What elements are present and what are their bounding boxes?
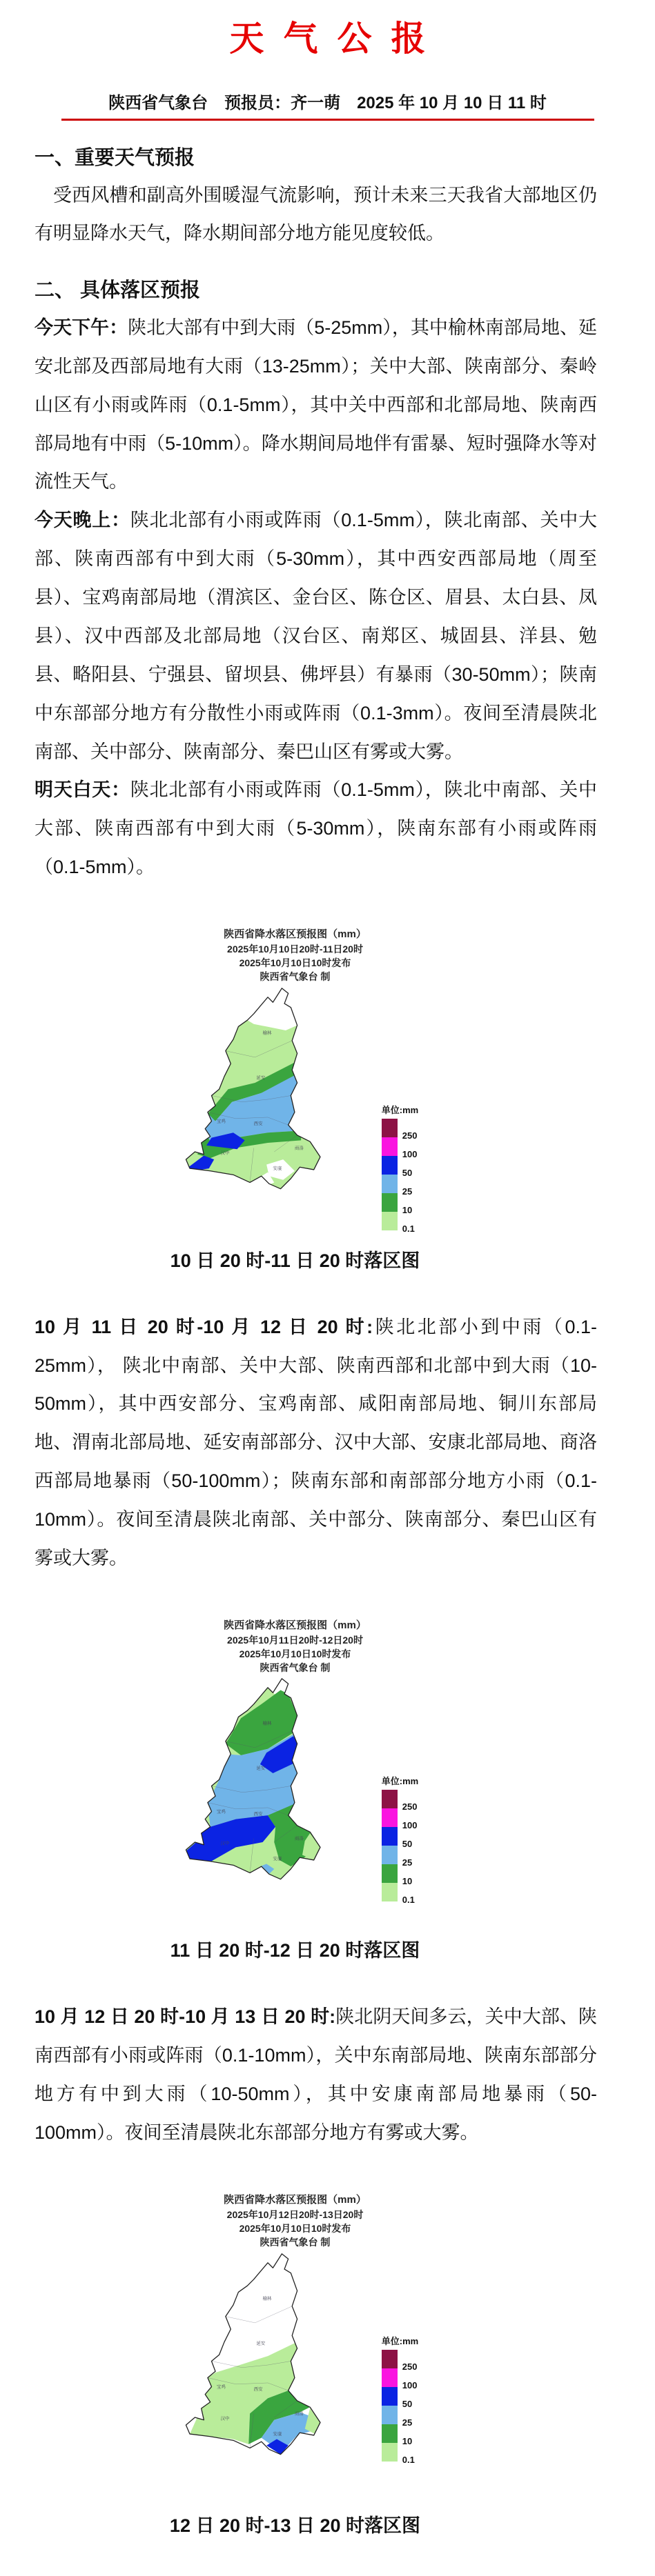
paragraph-text: 陕北北部有小雨或阵雨（0.1-5mm），陕北南部、关中大部、陕南西部有中到大雨（5-30mm），其中西安西部局地（周至县）、宝鸡南部局地（渭滨区、金台区、陈仓区、眉县、太白县、凤县）、汉中西部及北部局地（汉台区、南郑区、城固县、洋县、勉县、略阳县、宁强县、留坝县、佛坪县）有暴雨（30-50mm）；陕南中东部部分地方有分散性小雨或阵雨（0.1-3mm）。夜间至清晨陕北南部、关中部分、陕南部分、秦巴山区有雾或大雾。 [35, 510, 597, 762]
legend-label: 0.1 [402, 1895, 415, 1906]
forecast-tomorrow-day [35, 771, 597, 887]
legend-label: 0.1 [402, 2454, 415, 2465]
legend-swatch-250 [382, 1790, 398, 1808]
map2-issued: 2025年10月10日10时发布 [239, 1648, 351, 1659]
legend-swatch-0.1 [382, 2443, 398, 2462]
section1-paragraph: 受西风槽和副高外围暖湿气流影响，预计未来三天我省大部地区仍有明显降水天气，降水期间部分地方能见度较低。 [35, 184, 597, 244]
map1-titles [224, 927, 366, 984]
map3-title: 陕西省降水落区预报图（mm） [224, 2193, 366, 2206]
shaanxi-precipitation-map-day2 [172, 1677, 364, 1920]
map-city-label: 西安 [253, 1812, 263, 1817]
map-city-label: 榆林 [262, 1030, 272, 1036]
paragraph-text: 陕北阴天间多云，关中大部、陕南西部有小雨或阵雨（0.1-10mm），关中东南部局地、陕南东部部分地方有中到大雨（10-50mm），其中安康南部局地暴雨（50-100mm）。夜间至清晨陕北东部部分地方有雾或大雾。 [35, 2006, 597, 2144]
paragraph-lead: 10 月 11 日 20 时-10 月 12 日 20 时: [35, 1316, 373, 1337]
legend-swatch-25 [382, 2406, 398, 2424]
map-city-label: 商洛 [294, 2410, 304, 2416]
legend-label: 250 [402, 1130, 418, 1141]
legend-unit-label: 单位:mm [381, 2335, 419, 2346]
precip-legend [381, 1774, 419, 1906]
legend-label: 250 [402, 2361, 418, 2372]
legend-label: 100 [402, 2379, 418, 2390]
map-city-label: 延安 [256, 1766, 266, 1771]
forecast-tonight [35, 501, 597, 771]
map3-titles [224, 2193, 366, 2250]
map3-maker: 陕西省气象台 制 [260, 2237, 331, 2248]
map-city-label: 商洛 [294, 1145, 304, 1150]
legend-unit-label: 单位:mm [381, 1776, 419, 1787]
legend-label: 25 [402, 1186, 413, 1197]
map3-period: 2025年10月12日20时-13日20时 [226, 2208, 364, 2220]
legend-swatch-250 [382, 1119, 398, 1137]
shaanxi-precipitation-map-day1 [172, 987, 364, 1230]
paragraph-lead: 今天晚上： [35, 510, 130, 531]
legend-label: 50 [402, 2398, 413, 2409]
map1-issued: 2025年10月10日10时发布 [239, 957, 351, 969]
legend-label: 250 [402, 1801, 418, 1813]
forecast-day2 [35, 1308, 597, 1578]
map-city-label: 延安 [256, 1075, 266, 1081]
map-city-label: 汉中 [220, 1150, 230, 1156]
legend-swatch-100 [382, 2368, 398, 2387]
legend-swatch-0.1 [382, 1883, 398, 1901]
page-title: 天气公报 [229, 19, 445, 58]
legend-swatch-250 [382, 2350, 398, 2368]
legend-label: 100 [402, 1148, 418, 1159]
map-city-label: 宝鸡 [216, 2384, 226, 2389]
legend-label: 10 [402, 1204, 413, 1215]
legend-swatch-100 [382, 1808, 398, 1827]
map2-period: 2025年10月11日20时-12日20时 [227, 1634, 363, 1646]
map-city-label: 榆林 [262, 2296, 272, 2302]
map3-issued: 2025年10月10日10时发布 [239, 2223, 351, 2235]
legend-label: 25 [402, 2417, 413, 2428]
legend-unit-label: 单位:mm [381, 1104, 419, 1115]
map-city-label: 商洛 [294, 1836, 304, 1841]
map2-caption: 11 日 20 时-12 日 20 时落区图 [170, 1940, 420, 1961]
map-city-label: 汉中 [220, 1841, 230, 1847]
legend-label: 0.1 [402, 1223, 415, 1234]
legend-swatch-0.1 [382, 1212, 398, 1230]
legend-label: 50 [402, 1167, 413, 1178]
map1-caption: 10 日 20 时-11 日 20 时落区图 [170, 1250, 420, 1271]
precip-map-figure-day3 [21, 2193, 569, 2537]
map3-caption: 12 日 20 时-13 日 20 时落区图 [169, 2515, 421, 2536]
legend-swatch-10 [382, 1864, 398, 1883]
paragraph-text: 陕北北部有小雨或阵雨（0.1-5mm），陕北中南部、关中大部、陕南西部有中到大雨（5-30mm），陕南东部有小雨或阵雨（0.1-5mm）。 [35, 779, 597, 878]
precip-legend [381, 1103, 419, 1234]
legend-label: 10 [402, 1876, 413, 1887]
forecast-day3 [35, 1998, 597, 2153]
map1-maker: 陕西省气象台 制 [260, 971, 331, 983]
legend-label: 10 [402, 2435, 413, 2446]
shaanxi-precipitation-map-day3 [172, 2253, 364, 2495]
paragraph-lead: 10 月 12 日 20 时-10 月 13 日 20 时: [35, 2006, 336, 2028]
section2-heading: 二、 具体落区预报 [35, 279, 201, 302]
map-city-label: 宝鸡 [216, 1809, 226, 1815]
bulletin-header-line: 陕西省气象台 预报员：齐一萌 2025 年 10 月 10 日 11 时 [61, 89, 594, 121]
map1-period: 2025年10月10日20时-11日20时 [227, 943, 363, 955]
legend-swatch-25 [382, 1175, 398, 1193]
map-city-label: 安康 [273, 1166, 282, 1171]
map2-titles [224, 1618, 366, 1675]
legend-swatch-25 [382, 1846, 398, 1864]
paragraph-text: 陕北北部小到中雨（0.1-25mm）， 陕北中南部、关中大部、陕南西部和北部中到大雨（10-50mm），其中西安部分、宝鸡南部、咸阳南部局地、铜川东部局地、渭南北部局地、延安南部部分、汉中大部、安康北部局地、商洛西部局地暴雨（50-100mm）；陕南东部和南部部分地方小雨（0.1-10mm）。夜间至清晨陕北南部、关中部分、陕南部分、秦巴山区有雾或大雾。 [35, 1316, 597, 1568]
legend-label: 25 [402, 1857, 413, 1868]
precip-map-figure-day1 [21, 927, 569, 1272]
section1-heading: 一、重要天气预报 [35, 147, 195, 169]
paragraph-lead: 今天下午： [35, 317, 128, 338]
map-city-label: 安康 [273, 1857, 282, 1862]
paragraph-text: 陕北大部有中到大雨（5-25mm），其中榆林南部局地、延安北部及西部局地有大雨（13-25mm）；关中大部、陕南部分、秦岭山区有小雨或阵雨（0.1-5mm），其中关中西部和北部局地、陕南西部局地有中雨（5-10mm）。降水期间局地伴有雷暴、短时强降水等对流性天气。 [35, 317, 597, 492]
map1-title: 陕西省降水落区预报图（mm） [224, 928, 366, 941]
map2-maker: 陕西省气象台 制 [260, 1662, 331, 1674]
forecast-today-afternoon [35, 309, 597, 501]
map-city-label: 宝鸡 [216, 1119, 226, 1124]
map2-title: 陕西省降水落区预报图（mm） [224, 1619, 366, 1631]
precip-map-figure-day2 [21, 1618, 569, 1963]
legend-swatch-50 [382, 2387, 398, 2406]
legend-swatch-100 [382, 1137, 398, 1156]
map-city-label: 榆林 [262, 1721, 272, 1727]
map-city-label: 西安 [253, 1121, 263, 1126]
map-city-label: 西安 [253, 2386, 263, 2392]
map-city-label: 安康 [273, 2431, 282, 2437]
legend-swatch-50 [382, 1156, 398, 1175]
bulletin-body [0, 144, 655, 2537]
legend-swatch-10 [382, 1193, 398, 1212]
precip-legend [381, 2334, 419, 2465]
legend-swatch-50 [382, 1827, 398, 1846]
paragraph-lead: 明天白天： [35, 779, 130, 801]
map-city-label: 延安 [256, 2340, 266, 2346]
legend-label: 100 [402, 1820, 418, 1831]
map-city-label: 汉中 [220, 2416, 230, 2422]
legend-swatch-10 [382, 2424, 398, 2443]
legend-label: 50 [402, 1839, 413, 1850]
